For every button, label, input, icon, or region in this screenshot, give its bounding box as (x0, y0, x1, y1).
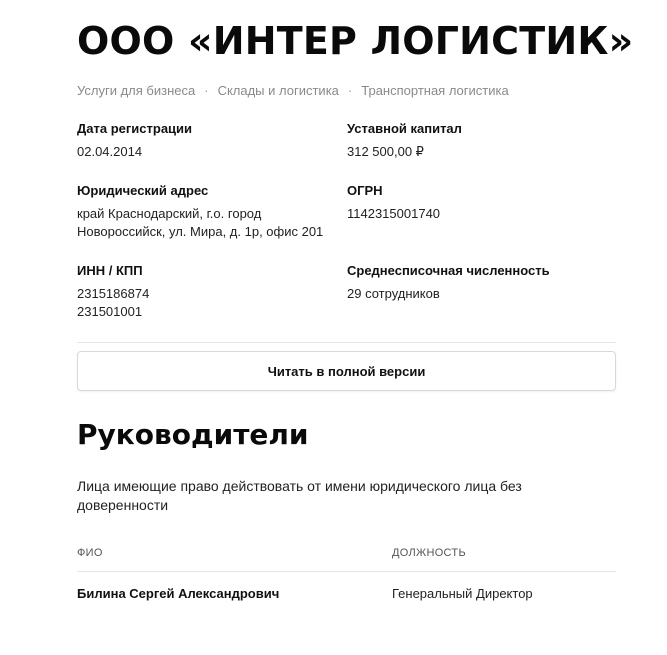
fact-legal-address (77, 182, 347, 262)
fact-label: Дата регистрации (77, 121, 193, 136)
fact-value (77, 205, 347, 241)
breadcrumb-separator: · (347, 83, 353, 98)
fact-value: 29 сотрудников (347, 286, 440, 301)
fact-authorized-capital (347, 120, 617, 182)
column-header-name: ФИО (77, 547, 103, 559)
company-facts (77, 120, 616, 334)
managers-section-title: Руководители (77, 418, 309, 451)
breadcrumb-item-business-services[interactable]: Услуги для бизнеса (77, 83, 196, 98)
table-row (77, 572, 616, 614)
inn-value: 2315186874 (77, 286, 150, 301)
breadcrumb-separator: · (204, 83, 209, 98)
fact-ogrn (347, 182, 617, 262)
kpp-value: 231501001 (77, 304, 143, 319)
fact-label: Среднесписочная численность (347, 263, 550, 278)
fact-registration-date (77, 120, 347, 182)
manager-name: Билина Сергей Александрович (77, 585, 280, 601)
address-line-1: край Краснодарский, г.о. город (77, 206, 262, 221)
column-header-position: ДОЛЖНОСТЬ (392, 547, 466, 559)
manager-position: Генеральный Директор (392, 585, 533, 601)
fact-value: 02.04.2014 (77, 144, 143, 159)
read-full-version-button[interactable]: Читать в полной версии (77, 351, 616, 391)
address-line-2: Новороссийск, ул. Мира, д. 1р, офис 201 (77, 224, 324, 239)
fact-value (77, 285, 347, 321)
fact-value: 312 500,00 ₽ (347, 144, 424, 159)
fact-inn-kpp (77, 262, 347, 334)
breadcrumb-item-warehouses-logistics[interactable]: Склады и логистика (217, 83, 339, 98)
breadcrumb (77, 83, 616, 98)
divider (77, 342, 616, 343)
fact-label: ИНН / КПП (77, 263, 143, 278)
company-title: ООО «ИНТЕР ЛОГИСТИК» (77, 19, 634, 63)
fact-label: Уставной капитал (347, 121, 462, 136)
fact-value: 1142315001740 (347, 206, 441, 221)
fact-label: ОГРН (347, 183, 383, 198)
breadcrumb-item-transport-logistics[interactable]: Транспортная логистика (361, 83, 509, 98)
fact-headcount (347, 262, 617, 334)
managers-table (77, 535, 616, 614)
fact-label: Юридический адрес (77, 183, 209, 198)
table-header (77, 535, 616, 572)
managers-description: Лица имеющие право действовать от имени юридического лица без доверенности (77, 478, 522, 513)
